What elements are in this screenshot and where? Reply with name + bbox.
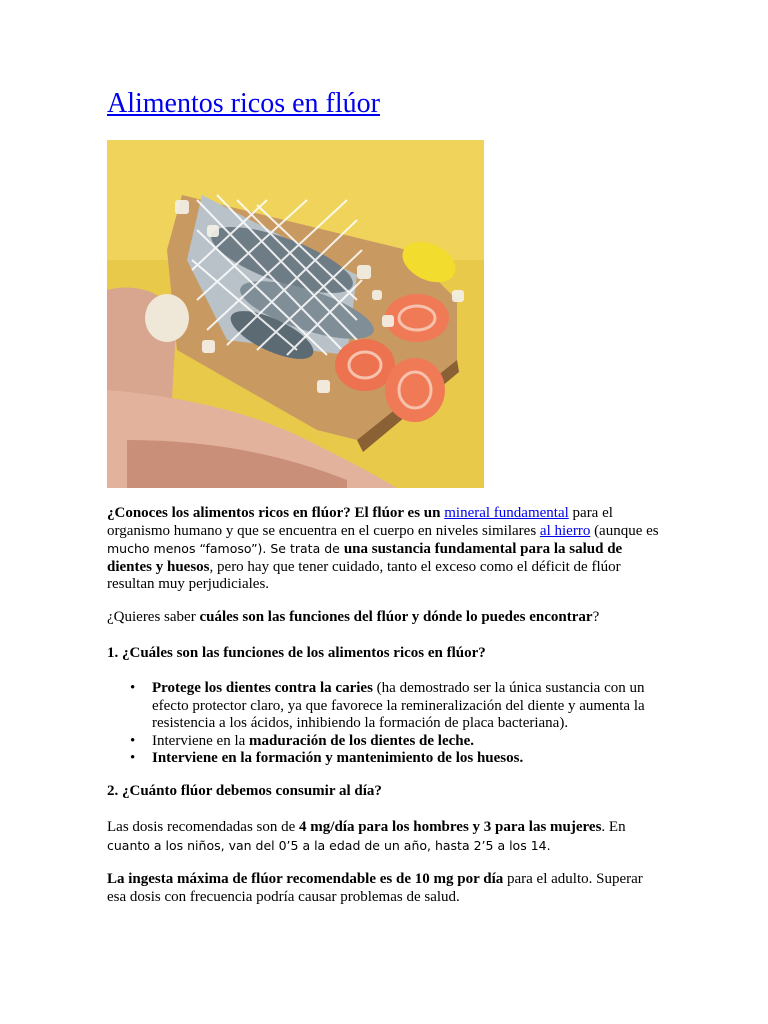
link-al-hierro[interactable]: al hierro: [539, 522, 591, 539]
section-2-heading-text: 2. ¿Cuánto flúor debemos consumir al día?: [107, 783, 382, 799]
intro-paragraph: [107, 505, 662, 594]
list-item-1-bold: Protege los dientes contra la caries: [152, 680, 373, 696]
bullet-icon: •: [130, 680, 136, 696]
list-item: [130, 732, 662, 751]
dosis-paragraph: [107, 819, 662, 855]
intro-text-4: , pero hay que tener cuidado, tanto el exceso como el déficit de flúor resultan muy perjudiciales.: [107, 558, 621, 592]
intro-bold-2: una sustancia fundamental para la salud de dientes y huesos: [107, 541, 623, 575]
fish-tray-photo: [107, 140, 484, 488]
section-2-heading: [107, 783, 662, 801]
intro-text-1: para el organismo humano y que se encuentra en el cuerpo en niveles similares: [107, 505, 613, 539]
dosis-bold: 4 mg/día para los hombres y 3 para las mujeres: [299, 819, 602, 835]
maxima-paragraph: [107, 871, 662, 906]
list-item-3-bold: Interviene en la formación y mantenimiento de los huesos.: [152, 750, 524, 766]
question-text-2: ?: [592, 609, 600, 625]
list-item: [130, 680, 662, 733]
list-item-2-bold: maduración de los dientes de leche.: [249, 732, 475, 749]
list-item-1-text: (ha demostrado ser la única sustancia con un efecto protector claro, ya que favorece la remineralización del diente y aumenta la resistencia a los ácidos, inhibiendo la formación de placa bacteriana).: [152, 680, 645, 731]
question-text-1: ¿Quieres saber: [107, 609, 200, 625]
maxima-text: para el adulto. Superar esa dosis con frecuencia podría causar problemas de salud.: [107, 871, 643, 905]
section-1-heading: [107, 645, 662, 663]
dosis-text-1: Las dosis recomendadas son de: [107, 819, 300, 835]
dosis-text-3: cuanto a los niños, van del 0’5 a la edad de un año, hasta 2’5 a los 14.: [107, 837, 551, 853]
question-bold: cuáles son las funciones del flúor y dónde lo puedes encontrar: [199, 609, 593, 625]
page-title: [107, 88, 380, 120]
list-item: [130, 750, 662, 768]
intro-text-3: mucho menos “famoso”). Se trata de: [107, 541, 344, 556]
intro-text-2: (aunque es: [590, 522, 659, 539]
functions-list: [107, 680, 662, 768]
list-item-2-text: Interviene en la: [152, 732, 250, 749]
dosis-text-2: . En: [601, 819, 626, 835]
intro-bold-1: ¿Conoces los alimentos ricos en flúor? El flúor es un: [107, 505, 445, 521]
section-1-heading-text: 1. ¿Cuáles son las funciones de los alimentos ricos en flúor?: [107, 645, 486, 661]
question-paragraph: [107, 609, 662, 627]
link-mineral-fundamental[interactable]: mineral fundamental: [444, 505, 569, 521]
maxima-bold: La ingesta máxima de flúor recomendable es de 10 mg por día: [107, 871, 504, 887]
bullet-icon: •: [130, 732, 136, 749]
title-link[interactable]: Alimentos ricos en flúor: [107, 88, 380, 119]
bullet-icon: •: [130, 750, 136, 766]
